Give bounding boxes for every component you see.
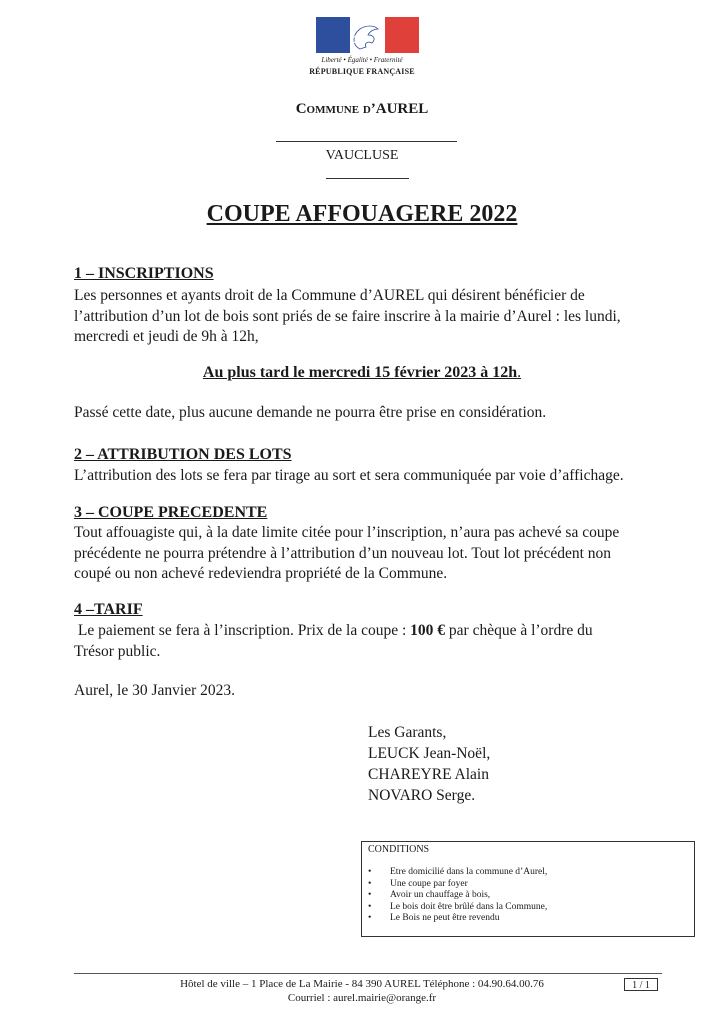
footer-divider <box>74 973 662 974</box>
section-3-line-3: coupé ou non achevé redeviendra propriété de la Commune. <box>74 565 448 582</box>
republic-motto: Liberté • Égalité • Fraternité <box>321 56 403 64</box>
tarif-price: 100 € <box>410 622 446 639</box>
tarif-text-before: Le paiement se fera à l’inscription. Prix de la coupe : <box>74 622 411 639</box>
condition-text: Etre domicilié dans la commune d’Aurel, <box>390 867 548 877</box>
header-divider <box>276 141 457 142</box>
section-1-after: Passé cette date, plus aucune demande ne pourra être prise en considération. <box>74 404 547 421</box>
page-number: 1 / 1 <box>624 978 658 991</box>
department-divider <box>326 178 409 179</box>
bullet-icon: • <box>368 867 372 877</box>
section-3-title: 3 – COUPE PRECEDENTE <box>74 504 268 521</box>
condition-text: Avoir un chauffage à bois, <box>390 890 491 900</box>
signatory-name: CHAREYRE Alain <box>368 766 489 783</box>
tarif-text-after: par chèque à l’ordre du <box>445 622 593 639</box>
republic-name: RÉPUBLIQUE FRANÇAISE <box>309 67 415 76</box>
section-1-line-1: Les personnes et ayants droit de la Commune d’AUREL qui désirent bénéficier de <box>74 287 585 304</box>
marianne-logo <box>316 17 419 53</box>
section-1-title: 1 – INSCRIPTIONS <box>74 265 214 282</box>
logo-red-band <box>385 17 419 53</box>
condition-item <box>368 890 547 902</box>
section-2-title: 2 – ATTRIBUTION DES LOTS <box>74 446 292 463</box>
conditions-list <box>368 867 547 925</box>
signatories <box>368 722 490 806</box>
department-name: VAUCLUSE <box>325 148 399 163</box>
condition-item <box>368 913 547 925</box>
section-1-line-3: mercredi et jeudi de 9h à 12h, <box>74 328 259 345</box>
conditions-title: CONDITIONS <box>368 844 430 855</box>
logo-blue-band <box>316 17 350 53</box>
condition-item <box>368 902 547 914</box>
date-line: Aurel, le 30 Janvier 2023. <box>74 682 235 699</box>
section-4-line-1 <box>74 621 694 642</box>
section-3-line-2: précédente ne pourra prétendre à l’attribution d’un nouveau lot. Tout lot précédent non <box>74 544 612 562</box>
bullet-icon: • <box>368 890 372 900</box>
section-2-text: L’attribution des lots se fera par tirage au sort et sera communiquée par voie d’affichage. <box>74 467 624 484</box>
section-4-title: 4 –TARIF <box>74 601 143 618</box>
bullet-icon: • <box>368 913 372 923</box>
condition-item <box>368 879 547 891</box>
deadline-notice <box>0 364 724 382</box>
conditions-box <box>361 841 695 937</box>
deadline-period: . <box>517 364 522 381</box>
condition-text: Une coupe par foyer <box>390 878 468 889</box>
section-3-line-1: Tout affouagiste qui, à la date limite citée pour l’inscription, n’aura pas achevé sa coupe <box>74 524 620 541</box>
section-1-line-2: l’attribution d’un lot de bois sont priés de se faire inscrire à la mairie d’Aurel : les lundi, <box>74 307 621 325</box>
section-3-text <box>74 523 694 585</box>
section-4-text <box>74 621 694 662</box>
deadline-text: Au plus tard le mercredi 15 février 2023 à 12h <box>202 364 518 381</box>
signatory-heading: Les Garants, <box>368 724 447 741</box>
condition-text: Le Bois ne peut être revendu <box>390 913 500 923</box>
signatory-name: NOVARO Serge. <box>368 787 476 804</box>
footer-email: Courriel : aurel.mairie@orange.fr <box>287 992 437 1004</box>
bullet-icon: • <box>368 878 372 889</box>
section-4-line-2: Trésor public. <box>74 642 161 660</box>
signatory-name: LEUCK Jean-Noël, <box>368 745 491 762</box>
commune-name: Commune d’AUREL <box>295 101 429 117</box>
bullet-icon: • <box>368 901 372 912</box>
condition-text: Le bois doit être brûlé dans la Commune, <box>390 901 548 912</box>
page-title: COUPE AFFOUAGERE 2022 <box>206 201 518 227</box>
footer-address: Hôtel de ville – 1 Place de La Mairie - 84 390 AUREL Téléphone : 04.90.64.00.76 <box>180 978 544 990</box>
section-1-text <box>74 286 694 348</box>
condition-item <box>368 867 547 879</box>
